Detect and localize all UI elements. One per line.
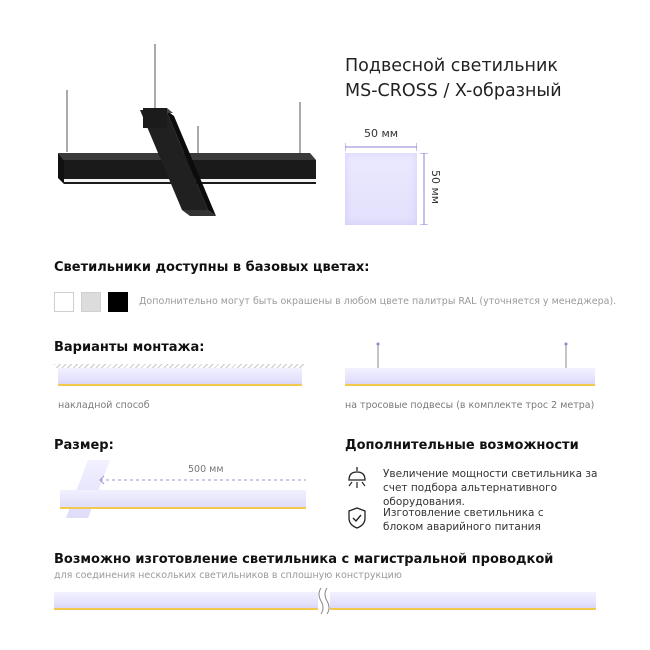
title-line-2: MS-CROSS / X-образный	[345, 81, 562, 101]
colors-heading: Светильники доступны в базовых цветах:	[54, 260, 370, 275]
surface-mount-label: накладной способ	[58, 400, 150, 411]
size-heading: Размер:	[54, 438, 114, 453]
mainline-subtext: для соединения нескольких светильников в сплошную конструкцию	[54, 570, 402, 581]
cable-mount-label: на тросовые подвесы (в комплекте трос 2 метра)	[345, 400, 595, 411]
color-swatch-grey	[81, 292, 101, 312]
size-length-label: 500 мм	[188, 464, 224, 475]
mainline-profile-right	[330, 592, 596, 610]
section-profile	[345, 153, 417, 225]
color-swatch-black	[108, 292, 128, 312]
product-image	[40, 40, 330, 230]
colors-note: Дополнительно могут быть окрашены в любом цвете палитры RAL (уточняется у менеджера).	[139, 296, 617, 307]
surface-mount-profile	[58, 368, 302, 386]
mainline-profile-left	[54, 592, 318, 610]
feature-power-text: Увеличение мощности светильника за счет подбора альтернативного оборудования.	[383, 468, 598, 508]
section-width-dimension-line	[345, 143, 417, 151]
size-diagram	[54, 458, 310, 528]
mounting-heading: Варианты монтажа:	[54, 340, 205, 355]
section-height-dimension-line	[420, 153, 428, 225]
title-line-1: Подвесной светильник	[345, 56, 558, 76]
page-title	[345, 54, 635, 104]
mainline-heading: Возможно изготовление светильника с магистральной проводкой	[54, 552, 554, 567]
cable-hangers	[370, 340, 580, 370]
section-height-label: 50 мм	[429, 170, 442, 205]
shield-check-icon	[345, 506, 369, 530]
extras-heading: Дополнительные возможности	[345, 438, 579, 453]
fixture-body	[58, 108, 316, 216]
lamp-icon	[345, 466, 369, 490]
feature-emergency-text: Изготовление светильника с блоком аварийного питания	[383, 507, 544, 533]
color-swatch-white	[54, 292, 74, 312]
section-width-label: 50 мм	[363, 127, 399, 140]
cable-mount-profile	[345, 368, 595, 386]
